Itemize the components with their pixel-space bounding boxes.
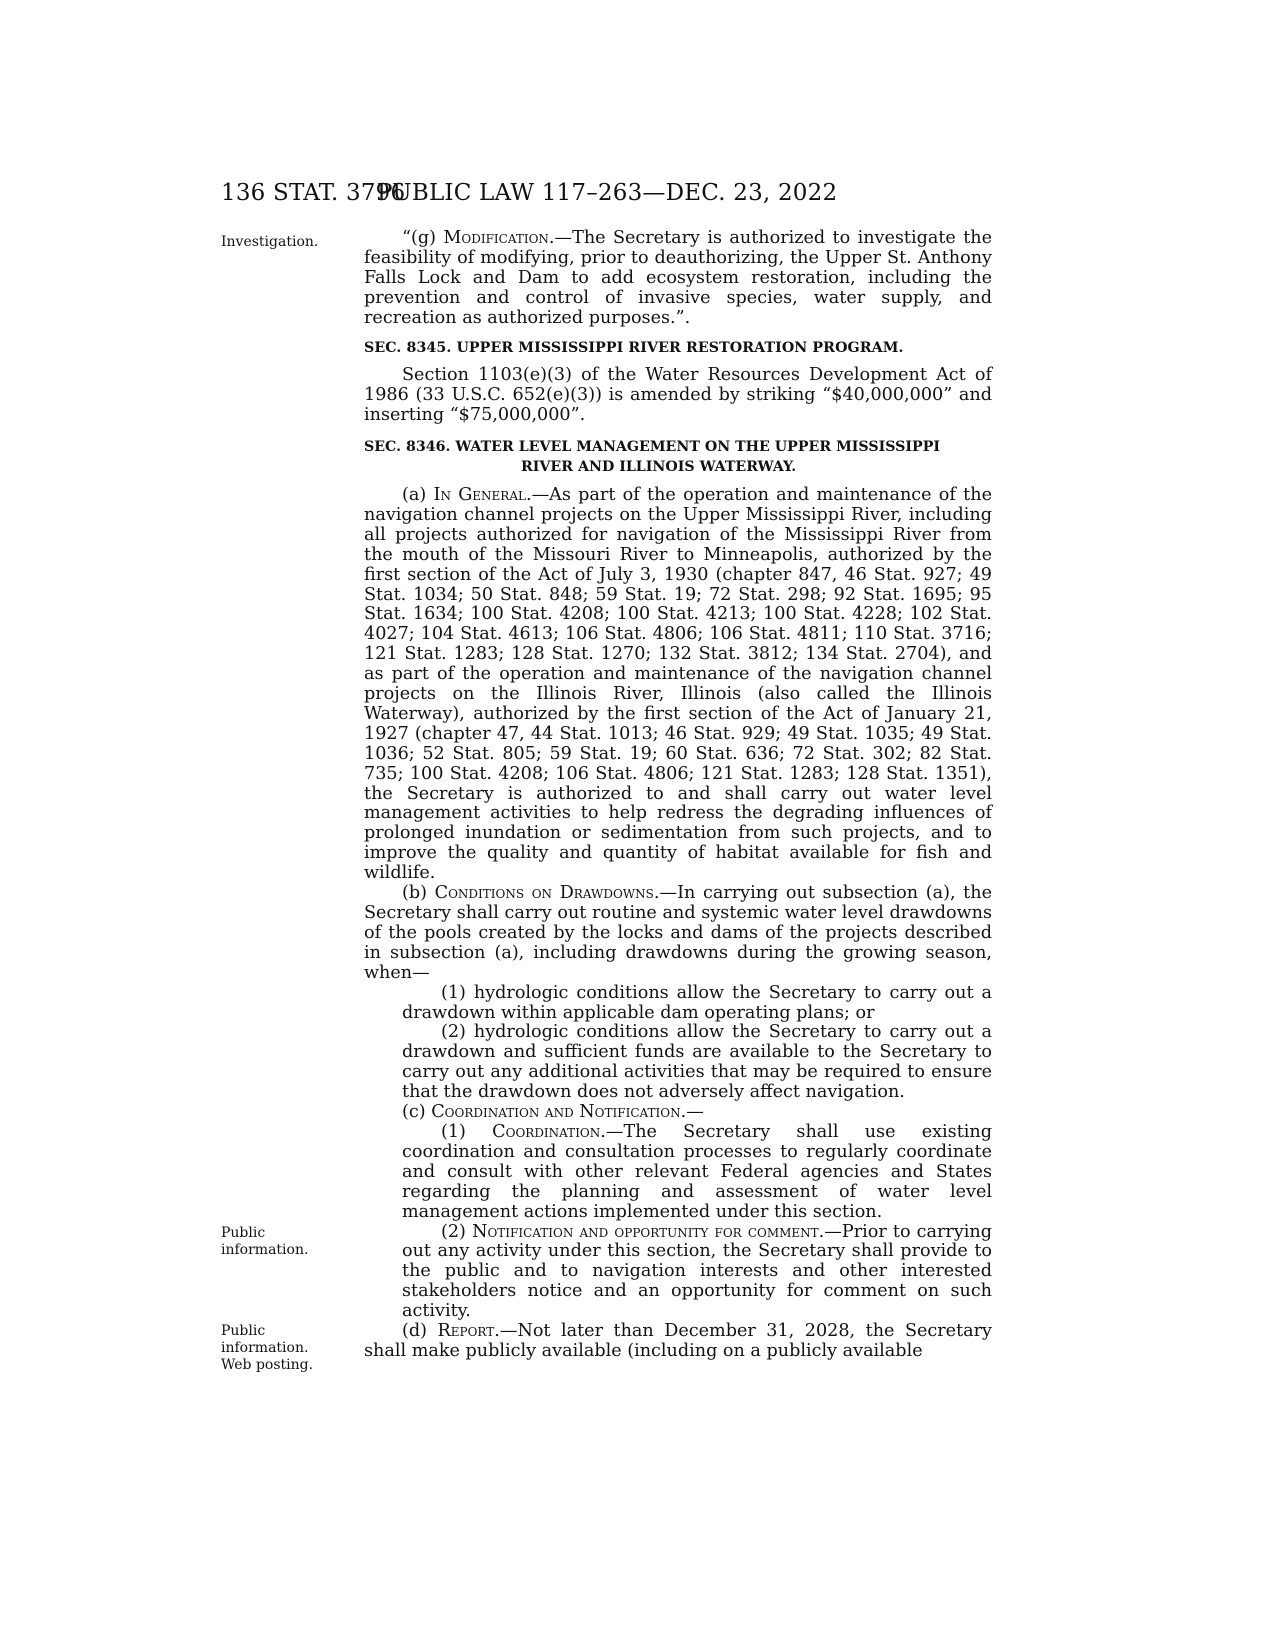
paragraph-label: (b) [402,883,435,904]
paragraph-text: —The Secretary shall use existing coordination and consultation processes to regularly coordinate and consult with other relevant Federal agencies and States regarding the planning and assessment of water level management actions implemented under this section. [402,1121,992,1222]
subsection-d-report [364,1322,992,1362]
paragraph-b-2: (2) hydrologic conditions allow the Secretary to carry out a drawdown and sufficient funds are available to the Secretary to carry out any additional activities that may be required to ensure that the drawdown does not adversely affect navigation. [402,1022,992,1103]
subsection-heading: Conditions on Drawdowns. [434,883,660,904]
paragraph-b-1: (1) hydrologic conditions allow the Secretary to carry out a drawdown within applicable dam operating plans; or [402,982,992,1023]
margin-note-public-information [221,1225,336,1259]
paragraph-text: — [686,1102,704,1123]
margin-note-public-information-web-posting [221,1323,336,1374]
margin-note-investigation [221,234,336,251]
section-8345-heading: SEC. 8345. UPPER MISSISSIPPI RIVER RESTORATION PROGRAM. [364,339,904,356]
section-8345-text: Section 1103(e)(3) of the Water Resources Development Act of 1986 (33 U.S.C. 652(e)(3)) is amended by striking “$40,000,000” and inserting “$75,000,000”. [364,365,992,426]
paragraph-g-modification [364,229,992,329]
margin-note-line: Public [221,1323,266,1339]
paragraph-text: —The Secretary is authorized to investigate the feasibility of modifying, prior to deauthorizing, the Upper St. Anthony Falls Lock and Dam to add ecosystem restoration, including the prevention and control of invasive species, water supply, and recreation as authorized purposes.”. [364,228,993,328]
paragraph-label: (1) [441,1121,493,1142]
paragraph-text: —In carrying out subsection (a), the Secretary shall carry out routine and systemic water level drawdowns of the pools created by the locks and dams of the projects described in subsection (a), including drawdowns during the growing season, when— [364,883,992,983]
paragraph-c-1-coordination [364,1123,992,1223]
subsection-heading: Coordination and Notification. [431,1102,687,1123]
margin-note-line: Public [221,1225,266,1241]
subsection-heading: In General. [433,484,532,505]
margin-note-text: Investigation. [221,234,319,250]
paragraph-c-2-notification [364,1223,992,1323]
margin-note-line: information. [221,1242,309,1258]
page-header [221,180,996,216]
paragraph-label: (d) [402,1321,438,1342]
paragraph-heading: Notification and opportunity for comment. [472,1221,825,1242]
subsection-heading: Modification. [443,228,555,248]
paragraph-label: (2) [441,1221,473,1242]
section-heading-line: SEC. 8346. WATER LEVEL MANAGEMENT ON THE UPPER MISSISSIPPI [364,439,941,456]
document-body [364,229,992,1362]
paragraph-label: (c) [402,1102,432,1123]
subsection-heading: Report. [437,1321,500,1342]
paragraph-label: (a) [402,484,434,505]
paragraph-heading: Coordination. [492,1121,606,1142]
subsection-a-in-general [364,486,992,884]
margin-note-line: information. [221,1340,309,1356]
public-law-title: PUBLIC LAW 117–263—DEC. 23, 2022 [377,180,838,206]
paragraph-text: —Not later than December 31, 2028, the Secretary shall make publicly available (including on a publicly available [364,1321,992,1361]
subsection-b-conditions-on-drawdowns [364,884,992,984]
paragraph-text: —As part of the operation and maintenance of the navigation channel projects on the Upper Mississippi River, including all projects authorized for navigation of the Mississippi River from the mouth of the Missouri River to Minneapolis, authorized by the first section of the Act of July 3, 1930 (chapter 847, 46 Stat. 927; 49 Stat. 1034; 50 Stat. 848; 59 Stat. 19; 72 Stat. 298; 92 Stat. 1695; 95 Stat. 1634; 100 Stat. 4208; 100 Stat. 4213; 100 Stat. 4228; 102 Stat. 4027; 104 Stat. 4613; 106 Stat. 4806; 106 Stat. 4811; 110 Stat. 3716; 121 Stat. 1283; 128 Stat. 1270; 132 Stat. 3812; 134 Stat. 2704), and as part of the operation and maintenance of the navigation channel projects on the Illinois River, Illinois (also called the Illinois Waterway), authorized by the first section of the Act of January 21, 1927 (chapter 47, 44 Stat. 1013; 46 Stat. 929; 49 Stat. 1035; 49 Stat. 1036; 52 Stat. 805; 59 Stat. 19; 60 Stat. 636; 72 Stat. 302; 82 Stat. 735; 100 Stat. 4208; 106 Stat. 4806; 121 Stat. 1283; 128 Stat. 1351), the Secretary is authorized to and shall carry out water level management activities to help redress the degrading influences of prolonged inundation or sedimentation from such projects, and to improve the quality and quantity of habitat available for fish and wildlife. [364,484,992,884]
subsection-c-coordination-and-notification [364,1103,992,1123]
section-8346-heading [364,438,992,478]
margin-note-line: Web posting. [221,1357,314,1373]
paragraph-text: —Prior to carrying out any activity under this section, the Secretary shall provide to the public and to navigation interests and other interested stakeholders notice and an opportunity for comment on such activity. [402,1221,992,1322]
paragraph-label: “(g) [402,228,444,248]
section-heading-line: RIVER AND ILLINOIS WATERWAY. [521,459,797,476]
statute-page-reference: 136 STAT. 3796 [221,180,406,206]
